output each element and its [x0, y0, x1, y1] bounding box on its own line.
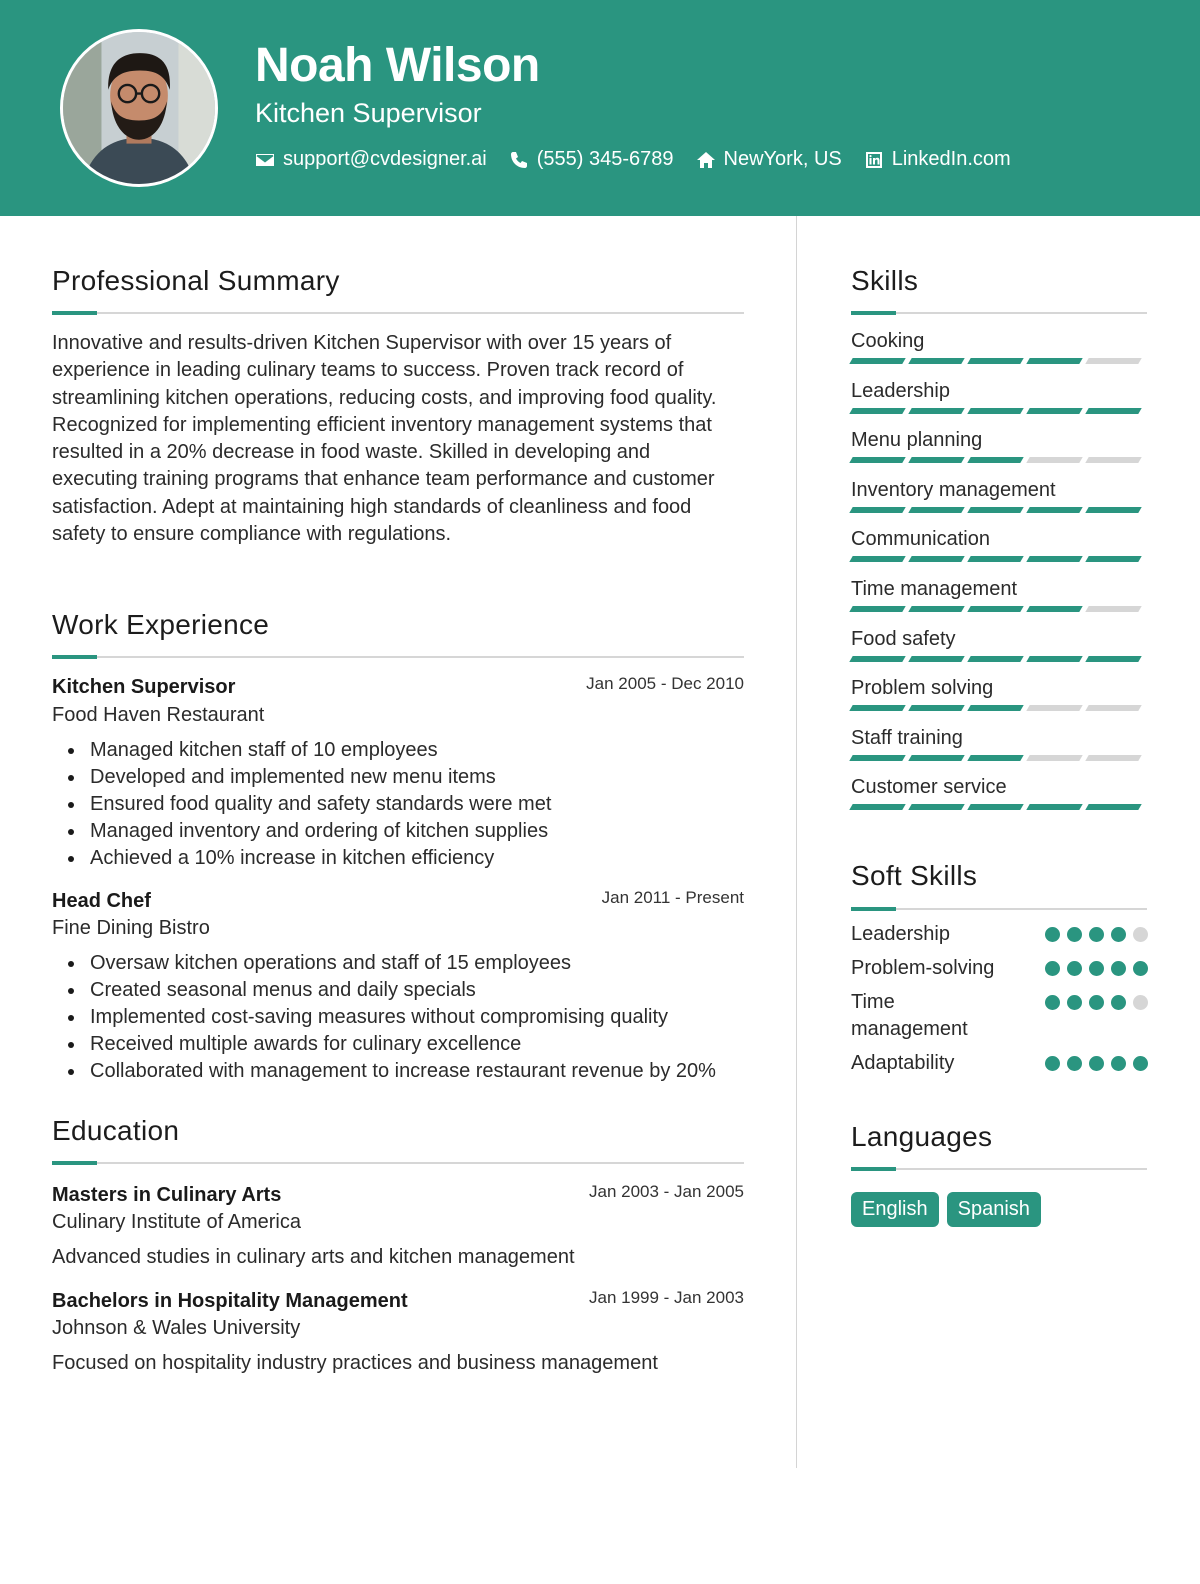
rating-dot — [1111, 1056, 1126, 1071]
skill-bar-segment — [1085, 457, 1141, 463]
skill-bar-segment — [849, 408, 905, 414]
soft-skill-rating — [1045, 1056, 1148, 1071]
skill-bar-segment — [1085, 656, 1141, 662]
skill-bar-segment — [849, 705, 905, 711]
rating-dot — [1067, 961, 1082, 976]
list-item: Received multiple awards for culinary excellence — [68, 1031, 748, 1058]
column-divider — [796, 216, 797, 1468]
education-heading: Education — [52, 1115, 180, 1146]
skill-bar-segment — [908, 457, 964, 463]
skill-item — [851, 479, 1146, 513]
job-title: Head Chef — [52, 890, 151, 912]
job-company: Food Haven Restaurant — [52, 704, 265, 726]
list-item: Achieved a 10% increase in kitchen efficiency — [68, 845, 748, 872]
list-item: Implemented cost-saving measures without compromising quality — [68, 1004, 748, 1031]
skill-bar-segment — [849, 507, 905, 513]
skill-bar-segment — [1085, 755, 1141, 761]
skill-name: Time management — [851, 578, 1017, 600]
school-name: Johnson & Wales University — [52, 1317, 301, 1339]
skill-item — [851, 380, 1146, 414]
skill-bar-segment — [1026, 507, 1082, 513]
skill-bar-segment — [967, 755, 1023, 761]
skill-name: Customer service — [851, 776, 1007, 799]
languages-rule — [851, 1168, 1147, 1170]
skill-level-bar — [851, 755, 1146, 761]
home-icon — [696, 150, 716, 170]
skill-bar-segment — [1026, 804, 1082, 810]
soft-skill-name: Adaptability — [851, 1052, 955, 1074]
skill-level-bar — [851, 804, 1146, 810]
job-bullets — [68, 950, 748, 1085]
rating-dot — [1133, 927, 1148, 942]
skill-bar-segment — [1085, 606, 1141, 612]
job-title: Kitchen Supervisor — [52, 676, 236, 698]
rating-dot — [1133, 961, 1148, 976]
rating-dot — [1045, 927, 1060, 942]
skill-level-bar — [851, 556, 1146, 562]
profile-photo — [63, 32, 215, 184]
school-name: Culinary Institute of America — [52, 1211, 301, 1233]
contact-location-text: NewYork, US — [723, 148, 842, 170]
job-company: Fine Dining Bistro — [52, 917, 210, 939]
skill-bar-segment — [967, 408, 1023, 414]
skill-name: Communication — [851, 528, 990, 551]
skill-bar-segment — [908, 804, 964, 810]
language-tag: English — [851, 1192, 939, 1227]
skill-bar-segment — [967, 358, 1023, 364]
skill-bar-segment — [1026, 606, 1082, 612]
skill-level-bar — [851, 358, 1146, 364]
rating-dot — [1067, 995, 1082, 1010]
skill-item — [851, 628, 1146, 662]
skill-bar-segment — [908, 705, 964, 711]
skill-bar-segment — [1085, 408, 1141, 414]
experience-rule — [52, 656, 744, 658]
skill-name: Menu planning — [851, 429, 983, 452]
skill-bar-segment — [967, 656, 1023, 662]
list-item: Ensured food quality and safety standards were met — [68, 791, 748, 818]
avatar — [60, 29, 218, 187]
candidate-title: Kitchen Supervisor — [255, 98, 482, 128]
envelope-icon — [255, 150, 275, 170]
list-item: Created seasonal menus and daily specials — [68, 977, 748, 1004]
language-tag: Spanish — [947, 1192, 1041, 1227]
skill-bar-segment — [967, 457, 1023, 463]
rating-dot — [1089, 927, 1104, 942]
skill-bar-segment — [1026, 358, 1082, 364]
list-item: Developed and implemented new menu items — [68, 764, 748, 791]
language-tags — [851, 1192, 1041, 1227]
skill-bar-segment — [1026, 755, 1082, 761]
soft-skill-name: Time management — [851, 991, 968, 1040]
job-bullets — [68, 737, 748, 872]
skill-item — [851, 330, 1146, 364]
rating-dot — [1111, 927, 1126, 942]
summary-rule — [52, 312, 744, 314]
list-item: Managed kitchen staff of 10 employees — [68, 737, 748, 764]
skill-bar-segment — [908, 556, 964, 562]
skill-bar-segment — [849, 457, 905, 463]
skill-bar-segment — [849, 755, 905, 761]
skill-bar-segment — [849, 556, 905, 562]
skill-bar-segment — [908, 755, 964, 761]
skill-bar-segment — [1085, 705, 1141, 711]
rating-dot — [1111, 961, 1126, 976]
rating-dot — [1111, 995, 1126, 1010]
experience-heading: Work Experience — [52, 609, 270, 640]
skill-bar-segment — [967, 556, 1023, 562]
degree-description: Focused on hospitality industry practices and business management — [52, 1352, 658, 1374]
contact-linkedin-text: LinkedIn.com — [891, 148, 1011, 170]
skills-rule — [851, 312, 1147, 314]
degree-dates: Jan 1999 - Jan 2003 — [588, 1288, 744, 1307]
skill-bar-segment — [1026, 705, 1082, 711]
rating-dot — [1045, 1056, 1060, 1071]
resume-header — [0, 0, 1200, 216]
rating-dot — [1067, 1056, 1082, 1071]
list-item: Oversaw kitchen operations and staff of 15 employees — [68, 950, 748, 977]
skill-name: Cooking — [851, 330, 925, 352]
rating-dot — [1133, 995, 1148, 1010]
skill-bar-segment — [908, 507, 964, 513]
list-item: Managed inventory and ordering of kitchen supplies — [68, 818, 748, 845]
skill-name: Food safety — [851, 627, 956, 650]
degree-dates: Jan 2003 - Jan 2005 — [588, 1182, 744, 1201]
soft-skill-name: Problem-solving — [851, 957, 995, 979]
skill-level-bar — [851, 408, 1146, 414]
skill-bar-segment — [1026, 656, 1082, 662]
skill-bar-segment — [908, 606, 964, 612]
education-rule — [52, 1162, 744, 1164]
skill-item — [851, 528, 1146, 562]
skill-bar-segment — [908, 408, 964, 414]
contact-email[interactable] — [255, 148, 487, 171]
summary-heading: Professional Summary — [52, 265, 340, 296]
skill-item — [851, 429, 1146, 463]
skill-name: Inventory management — [851, 478, 1056, 501]
rating-dot — [1089, 1056, 1104, 1071]
skill-level-bar — [851, 457, 1146, 463]
soft-skill-rating — [1045, 995, 1148, 1010]
skill-bar-segment — [908, 656, 964, 662]
soft-skills-heading: Soft Skills — [851, 860, 978, 891]
skill-bar-segment — [849, 358, 905, 364]
skill-bar-segment — [849, 606, 905, 612]
skill-bar-segment — [1026, 457, 1082, 463]
skill-bar-segment — [1085, 507, 1141, 513]
soft-skill-rating — [1045, 961, 1148, 976]
skill-bar-segment — [967, 606, 1023, 612]
rating-dot — [1067, 927, 1082, 942]
summary-text: Innovative and results-driven Kitchen Supervisor with over 15 years of experience in leading culinary teams to success. Proven track record of streamlining kitchen operations, reducing costs, and improving food quality. Recognized for implementing efficient inventory management systems that resulted in a 20% decrease in food waste. Skilled in developing and executing training programs that enhance team performance and customer satisfaction. Adept at maintaining high standards of cleanliness and food safety to ensure compliance with regulations. — [52, 332, 717, 546]
contact-list — [255, 148, 1011, 171]
job-dates: Jan 2005 - Dec 2010 — [586, 674, 744, 693]
skill-level-bar — [851, 507, 1146, 513]
contact-linkedin[interactable] — [864, 148, 1011, 171]
skill-item — [851, 578, 1146, 612]
skill-bar-segment — [849, 804, 905, 810]
linkedin-icon — [864, 150, 884, 170]
skill-name: Leadership — [851, 379, 950, 402]
skill-bar-segment — [1026, 556, 1082, 562]
job-dates: Jan 2011 - Present — [601, 888, 744, 907]
skill-bar-segment — [1085, 804, 1141, 810]
list-item: Collaborated with management to increase restaurant revenue by 20% — [68, 1058, 748, 1085]
contact-phone-text: (555) 345-6789 — [536, 148, 674, 170]
rating-dot — [1133, 1056, 1148, 1071]
skill-bar-segment — [1026, 408, 1082, 414]
contact-email-text: support@cvdesigner.ai — [283, 148, 487, 170]
skill-level-bar — [851, 705, 1146, 711]
skill-item — [851, 677, 1146, 711]
skill-name: Problem solving — [851, 677, 994, 700]
skill-bar-segment — [967, 804, 1023, 810]
skill-bar-segment — [849, 656, 905, 662]
contact-location — [696, 148, 842, 171]
skill-bar-segment — [1085, 358, 1141, 364]
skill-level-bar — [851, 656, 1146, 662]
skill-bar-segment — [967, 507, 1023, 513]
rating-dot — [1089, 995, 1104, 1010]
skill-item — [851, 776, 1146, 810]
degree-description: Advanced studies in culinary arts and kitchen management — [52, 1246, 575, 1268]
skill-bar-segment — [908, 358, 964, 364]
skill-level-bar — [851, 606, 1146, 612]
phone-icon — [509, 150, 529, 170]
degree-title: Masters in Culinary Arts — [52, 1184, 282, 1206]
skill-bar-segment — [1085, 556, 1141, 562]
rating-dot — [1045, 995, 1060, 1010]
soft-skill-rating — [1045, 927, 1148, 942]
skills-heading: Skills — [851, 265, 919, 296]
skill-item — [851, 727, 1146, 761]
rating-dot — [1089, 961, 1104, 976]
skill-bar-segment — [967, 705, 1023, 711]
soft-skill-name: Leadership — [851, 923, 950, 945]
skill-name: Staff training — [851, 726, 963, 749]
rating-dot — [1045, 961, 1060, 976]
degree-title: Bachelors in Hospitality Management — [52, 1290, 408, 1312]
candidate-name: Noah Wilson — [255, 39, 540, 92]
soft-skills-rule — [851, 908, 1147, 910]
languages-heading: Languages — [851, 1121, 993, 1152]
contact-phone[interactable] — [509, 148, 674, 171]
